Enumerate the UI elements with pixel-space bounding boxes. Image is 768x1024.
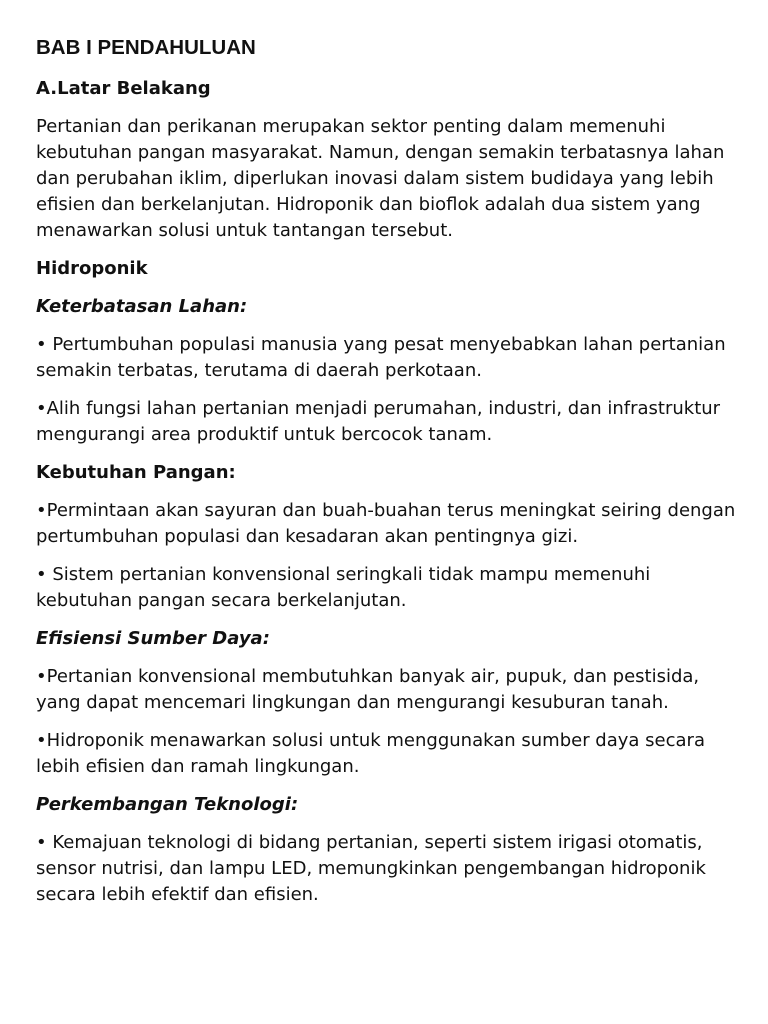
- section-title: A.Latar Belakang: [36, 78, 211, 99]
- bullet-point: •Alih fungsi lahan pertanian menjadi perumahan, industri, dan infrastruktur mengurangi area produktif untuk bercocok tanam.: [36, 398, 721, 445]
- block-kebutuhan-pangan: [36, 460, 748, 614]
- bullet-point: • Kemajuan teknologi di bidang pertanian, seperti sistem irigasi otomatis, sensor nutrisi, dan lampu LED, memungkinkan pengembangan hidroponik secara lebih efektif dan efisien.: [36, 832, 706, 905]
- bullet-point: •Hidroponik menawarkan solusi untuk menggunakan sumber daya secara lebih efisien dan ramah lingkungan.: [36, 730, 705, 777]
- block-keterbatasan-lahan: [36, 294, 748, 448]
- block-perkembangan-teknologi: [36, 792, 748, 908]
- chapter-title: BAB I PENDAHULUAN: [36, 36, 256, 59]
- bullet-point: •Permintaan akan sayuran dan buah-buahan terus meningkat seiring dengan pertumbuhan populasi dan kesadaran akan pentingnya gizi.: [36, 500, 736, 547]
- bullet-point: •Pertanian konvensional membutuhkan banyak air, pupuk, dan pestisida, yang dapat mencemari lingkungan dan mengurangi kesuburan tanah.: [36, 666, 700, 713]
- block-heading: Efisiensi Sumber Daya:: [36, 628, 270, 649]
- intro-paragraph: Pertanian dan perikanan merupakan sektor penting dalam memenuhi kebutuhan pangan masyarakat. Namun, dengan semakin terbatasnya lahan dan perubahan iklim, diperlukan inovasi dalam sistem budidaya yang lebih efisien dan berkelanjutan. Hidroponik dan bioflok adalah dua sistem yang menawarkan solusi untuk tantangan tersebut.: [36, 116, 725, 241]
- bullet-point: • Pertumbuhan populasi manusia yang pesat menyebabkan lahan pertanian semakin terbatas, terutama di daerah perkotaan.: [36, 334, 726, 381]
- subsection-title: Hidroponik: [36, 258, 148, 279]
- document-page: [36, 34, 748, 920]
- bullet-point: • Sistem pertanian konvensional seringkali tidak mampu memenuhi kebutuhan pangan secara berkelanjutan.: [36, 564, 651, 611]
- block-heading: Keterbatasan Lahan:: [36, 296, 248, 317]
- block-heading: Perkembangan Teknologi:: [36, 794, 299, 815]
- block-heading: Kebutuhan Pangan:: [36, 462, 236, 483]
- block-efisiensi-sumber-daya: [36, 626, 748, 780]
